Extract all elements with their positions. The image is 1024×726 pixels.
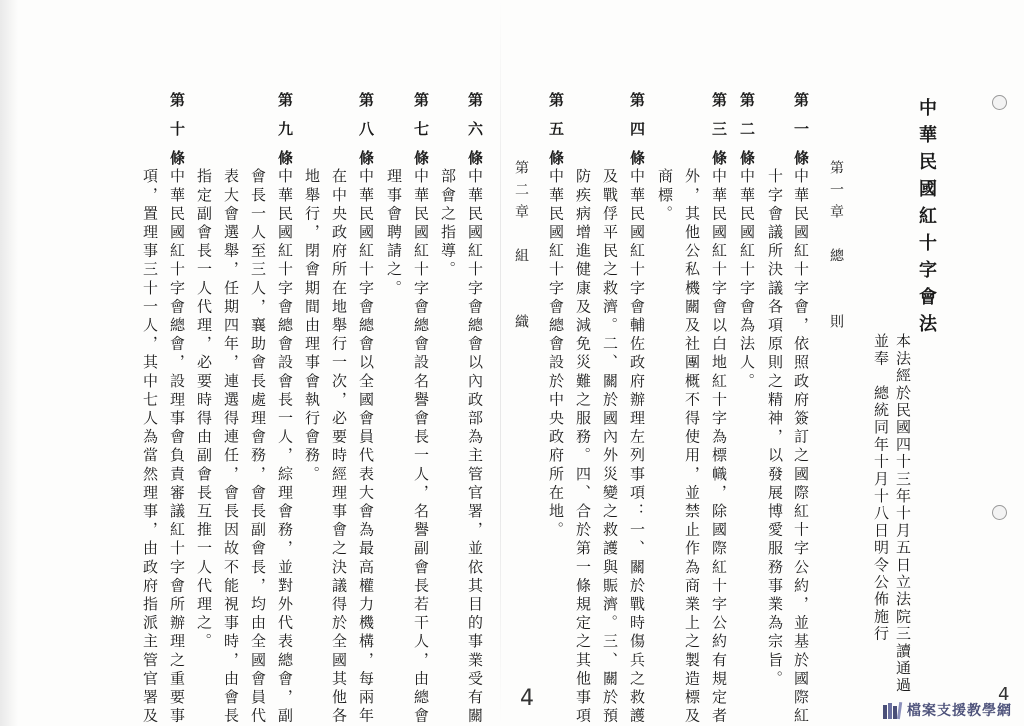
page-fold — [500, 0, 501, 726]
article-7-line-2: 理事會聘請之。 — [385, 168, 403, 299]
article-6-line-2: 部會之指導。 — [439, 168, 457, 280]
page-number-corner: 4 — [998, 684, 1010, 705]
article-4-label: 第四條 — [628, 92, 646, 179]
article-1-line-1: 中華民國紅十字會，依照政府簽訂之國際紅十字公約，並基於國際紅 — [792, 168, 810, 726]
article-2-label: 第二條 — [738, 92, 756, 179]
chapter-1-heading: 第一章 總 則 — [828, 160, 844, 336]
article-8-line-1: 中華民國紅十字會總會以全國會員代表大會為最高權力機構，每兩年 — [357, 168, 375, 726]
article-1-line-2: 十字會議所決議各項原則之精神，以發展博愛服務事業為宗旨。 — [766, 168, 784, 689]
article-3-label: 第三條 — [710, 92, 728, 179]
books-icon — [881, 699, 903, 721]
watermark-text: 檔案支援教學網 — [907, 703, 1012, 719]
article-7-line-1: 中華民國紅十字會總會設名譽會長一人，名譽副會長若干人，由總會 — [412, 168, 430, 726]
document-title: 中華民國紅十字會法 — [916, 98, 937, 341]
enactment-note-1: 本法經於民國四十三年十月五日立法院三讀通過 — [894, 333, 912, 695]
article-3-line-2: 外，其他公私機關及社團概不得使用，並禁止作為商業上之製造標及 — [683, 168, 701, 726]
article-4-line-3: 防疾病增進健康及減免災難之服務。四、合於第一條規定之其他事項 — [574, 168, 592, 726]
page-edge-shadow — [0, 0, 18, 726]
article-8-line-3: 地舉行，閉會期間由理事會執行會務。 — [303, 168, 321, 485]
article-9-line-4: 指定副會長一人代理，必要時得由副會長互推一人代理之。 — [195, 168, 213, 652]
article-10-label: 第十條 — [168, 92, 186, 179]
page-number-center: 4 — [520, 686, 534, 711]
chapter-2-heading: 第二章 組 織 — [513, 160, 529, 336]
article-6-line-1: 中華民國紅十字會總會以內政部為主管官署，並依其目的事業受有關 — [466, 168, 484, 726]
article-5-line-1: 中華民國紅十字會總會設於中央政府所在地。 — [547, 168, 565, 540]
article-9-label: 第九條 — [276, 92, 294, 179]
article-10-line-1: 中華民國紅十字會總會，設理事會負責審議紅十字會所辦理之重要事 — [168, 168, 186, 726]
article-5-label: 第五條 — [547, 92, 565, 179]
article-2-line-1: 中華民國紅十字會為法人。 — [738, 168, 756, 392]
archive-watermark — [881, 698, 1012, 722]
article-4-line-1: 中華民國紅十字會輔佐政府辦理左列事項：一、關於戰時傷兵之救護 — [628, 168, 646, 726]
article-3-line-3: 商標。 — [656, 168, 674, 224]
article-3-line-1: 中華民國紅十字會以白地紅十字為標幟，除國際紅十字公約有規定者 — [710, 168, 728, 726]
article-9-line-2: 會長一人至三人，襄助會長處理會務，會長副會長，均由全國會員代 — [249, 168, 267, 726]
article-1-label: 第一條 — [792, 92, 810, 179]
article-7-label: 第七條 — [412, 92, 430, 179]
article-4-line-2: 及戰俘平民之救濟。二、關於國內外災變之救護與賑濟。三、關於預 — [601, 168, 619, 726]
enactment-note-2: 並奉 總統同年十月十八日明令公佈施行 — [872, 333, 890, 643]
article-9-line-3: 表大會選舉，任期四年，連選得連任，會長因故不能視事時，由會長 — [222, 168, 240, 726]
binder-hole — [992, 505, 1007, 520]
article-8-label: 第八條 — [357, 92, 375, 179]
article-10-line-2: 項，置理事三十一人，其中七人為當然理事，由政府指派主管官署及 — [141, 168, 159, 726]
article-9-line-1: 中華民國紅十字會總會設會長一人，綜理會務，並對外代表總會，副 — [276, 168, 294, 726]
binder-hole — [992, 95, 1007, 110]
article-6-label: 第六條 — [466, 92, 484, 179]
article-8-line-2: 在中央政府所在地舉行一次，必要時經理事會之決議得於全國其他各 — [330, 168, 348, 726]
